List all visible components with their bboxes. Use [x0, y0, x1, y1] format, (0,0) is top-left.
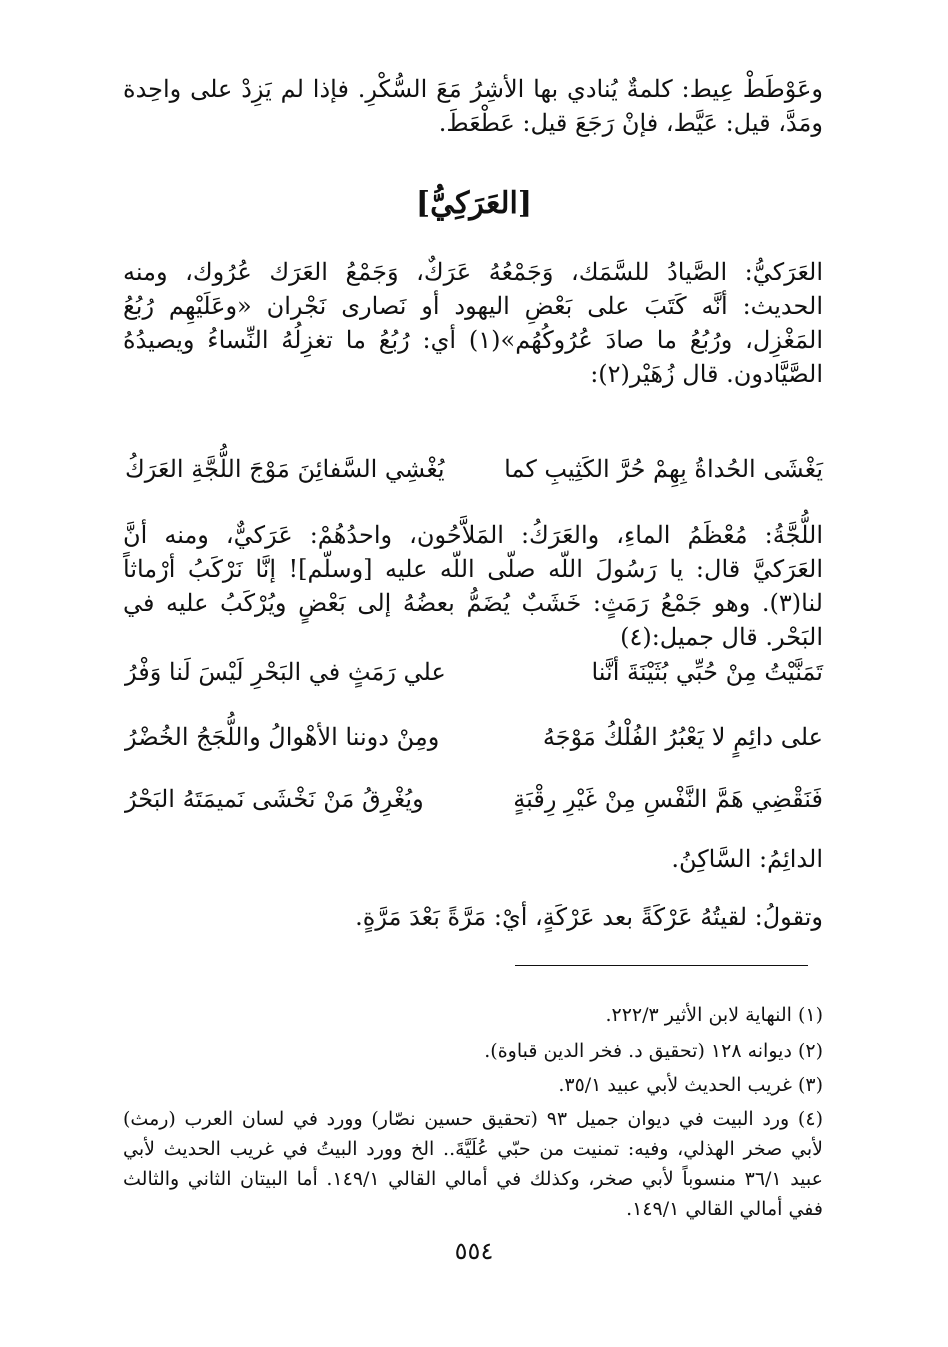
poem-line1-second: علي رَمَثٍ في البَحْرِ لَيْسَ لَنا وَفْرُ — [125, 658, 446, 686]
explanation-paragraph: اللُّجَّةُ: مُعْظَمُ الماءِ، والعَرَكُ: المَلاَّحُون، واحدُهُمْ: عَرَكيٌّ، ومنه أنَّ العَرَكيَّ قال: يا رَسُولَ اللّه صلّى اللّه عليه [وسلّم]! إنَّا نَرْكَبُ أرْماثاً لنا(٣). وهو جَمْعُ رَمَثٍ: خَشَبٌ يُضَمُّ بعضُهُ إلى بَعْضٍ ويُرْكَبُ عليه في البَحْر. قال جميل:(٤) — [123, 521, 823, 651]
definition-paragraph: العَرَكيُّ: الصَّيادُ للسَّمَك، وَجَمْعُهُ عَرَكٌ، وَجَمْعُ العَرَك عُرُوك، ومنه الحديث: أنَّه كَتَبَ على بَعْضِ اليهود أو نَصارى نَجْران «وعَلَيْهِم رُبُعُ المَغْزِل، ورُبُعُ ما صادَ عُرُوكُهُم»(١) أي: رُبُعُ ما تغزِلُهُ النِّساءُ ويصيدُهُ الصَّيَّادون. قال زُهَيْر(٢): — [123, 258, 823, 388]
footnote-1: (١) النهاية لابن الأثير ٢٢٢/٣. — [605, 1004, 823, 1026]
footnote-3: (٣) غريب الحديث لأبي عبيد ٣٥/١. — [558, 1074, 823, 1096]
footnote-2: (٢) ديوانه ١٢٨ (تحقيق د. فخر الدين قباوة). — [484, 1040, 823, 1062]
poem-line2-first: على دائِمٍ لا يَعْبُرُ الفُلْكُ مَوْجَهُ — [542, 723, 823, 751]
poem-line3-second: ويُغْرِقُ مَنْ نَخْشَى نَميمَتَهُ البَحْرُ — [125, 785, 424, 813]
poem-line1-first: تَمَنَّيْتُ مِنْ حُبِّي بُثَيْنَةَ أنَّنا — [591, 658, 823, 686]
verse1-second-hemistich: يُغْشِي السَّفائِنَ مَوْجَ اللُّجَّةِ العَرَكُ — [125, 455, 445, 483]
gloss-paragraph: الدائِمُ: السَّاكِنُ. — [671, 845, 823, 873]
usage-paragraph: وتقولُ: لقيتُهُ عَرْكَةً بعد عَرْكَةٍ، أيْ: مَرَّةً بَعْدَ مَرَّةٍ. — [355, 903, 823, 931]
verse1-first-hemistich: يَغْشَى الحُداةُ بِهِمْ حُرَّ الكَثِيبِ كما — [504, 455, 823, 483]
intro-paragraph: وعَوْطَطْ عِيط: كلمةٌ يُنادي بها الأشِرُ مَعَ السُّكْرِ. فإذا لم يَزِدْ على واحِدة ومَدَّ، قيل: عَيَّط، فإنْ رَجَعَ قيل: عَطْعَطَ. — [123, 75, 823, 137]
entry-heading: [العَرَكِيُّ] — [415, 186, 533, 221]
poem-line2-second: ومِنْ دوننا الأهْوالُ واللُّجَجُ الخُضْرُ — [125, 723, 440, 751]
poem-line3-first: فَنَقْضِي هَمَّ النَّفْسِ مِنْ غَيْرِ رِقْبَةٍ — [513, 785, 823, 813]
page-number: ٥٥٤ — [454, 1237, 494, 1265]
footnote-separator — [515, 965, 808, 966]
footnote-4: (٤) ورد البيت في ديوان جميل ٩٣ (تحقيق حسين نصّار) وورد في لسان العرب (رمث) لأبي صخر الهذلي، وفيه: تمنيت من حبّي عُلَيَّةَ.. الخ وورد البيتُ في غريب الحديث لأبي عبيد ٣٦/١ منسوباً لأبي صخر، وكذلك في أمالي القالي ١٤٩/١. أما البيتان الثاني والثالث ففي أمالي القالي ١٤٩/١. — [123, 1108, 823, 1220]
